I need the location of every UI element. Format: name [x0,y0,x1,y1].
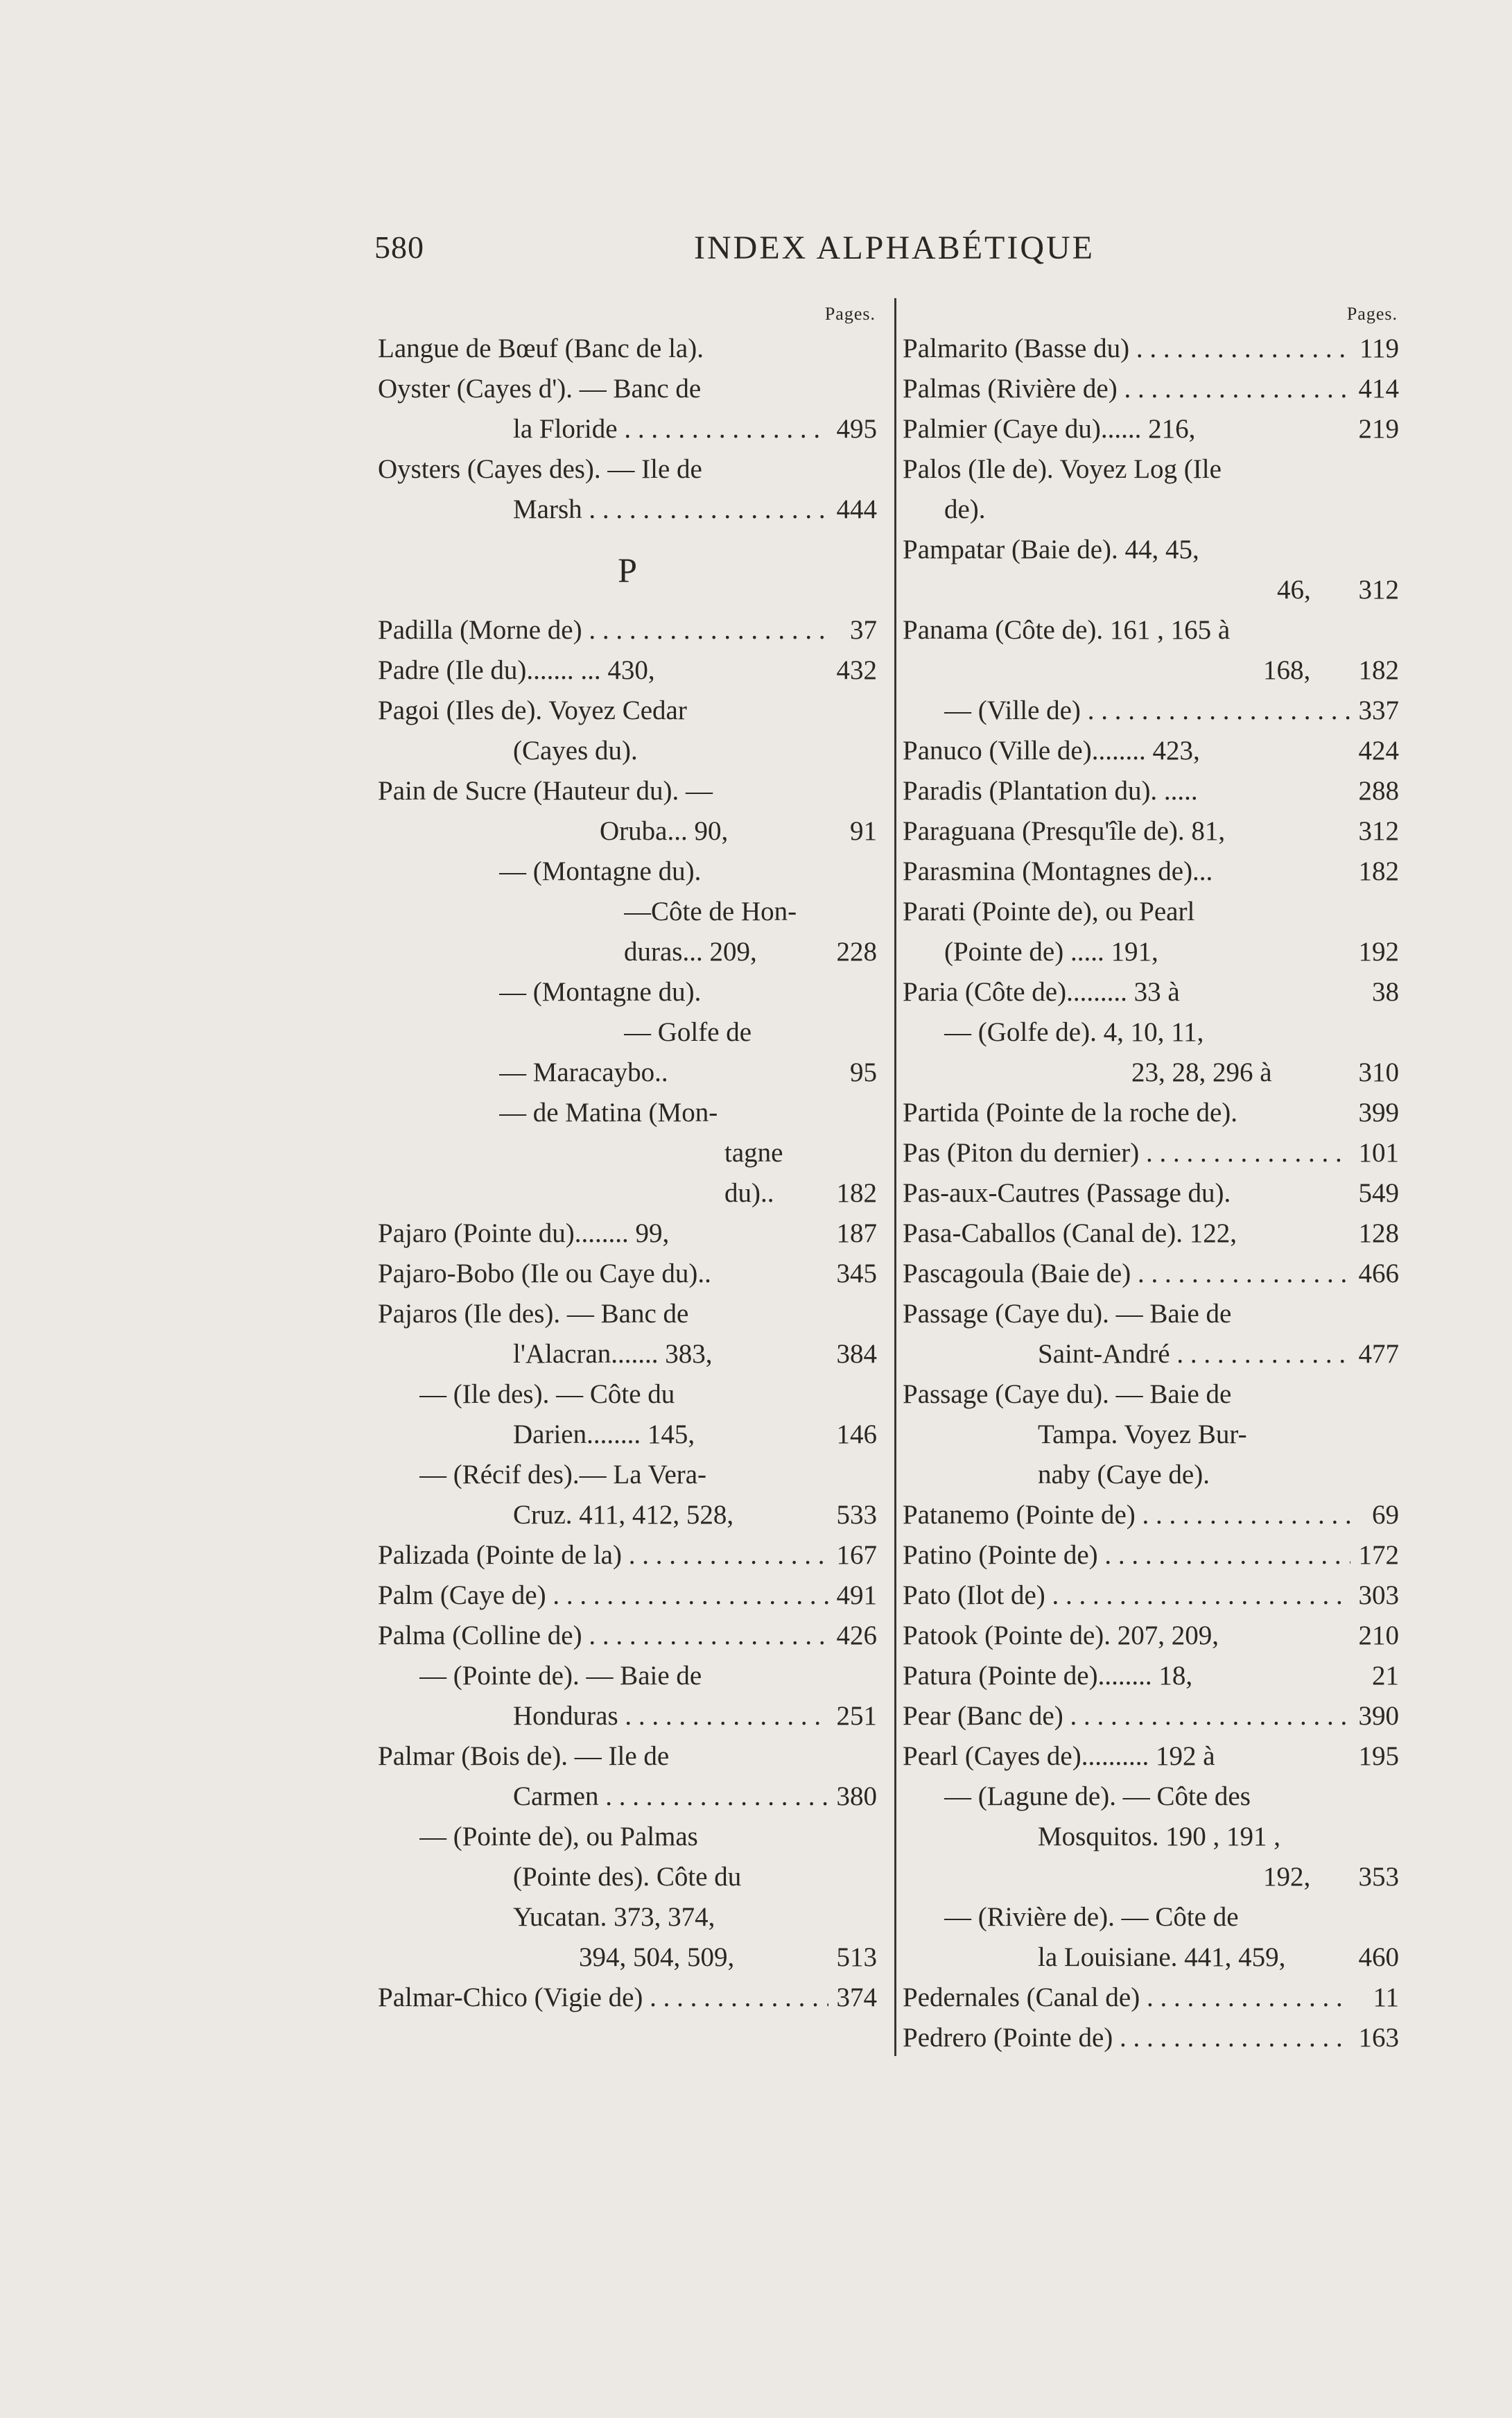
index-entry [903,1897,1399,1937]
index-entry [378,852,877,892]
entry-text: — (Ile des). — Côte du [419,1379,675,1409]
entry-text: Palmier (Caye du)...... 216, [903,414,1196,444]
entry-page-number: 312 [1355,570,1400,610]
entry-page-number: 310 [1355,1053,1400,1093]
index-entry [378,1173,877,1214]
index-entry [903,1093,1399,1133]
entry-text: — de Matina (Mon- [499,1098,718,1128]
entry-page-number: 444 [833,490,878,530]
entry-page-number: 69 [1368,1495,1399,1535]
entry-text: Pear (Banc de) . . . [903,1696,1350,1736]
entry-text: — (Pointe de). — Baie de [419,1661,702,1691]
entry-page-number: 146 [833,1415,878,1455]
entry-text: (Pointe des). Côte du [513,1862,742,1892]
entry-text: Parasmina (Montagnes de)... [903,856,1213,886]
index-entry [378,1133,877,1173]
entry-page-number: 219 [1355,409,1400,449]
index-entry [378,972,877,1012]
entry-page-number: 353 [1355,1857,1400,1897]
entry-text: Cruz. 411, 412, 528, [513,1500,734,1530]
entry-page-number: 21 [1368,1656,1399,1696]
index-entry [903,811,1399,852]
entry-text: Honduras . . . [513,1696,828,1736]
entry-text: Pascagoula (Baie de) . . . [903,1254,1350,1294]
entry-text: naby (Caye de). [1038,1460,1210,1489]
entry-text: (Pointe de) ..... 191, [944,937,1158,967]
index-entry [378,409,877,449]
index-entry [903,1777,1399,1817]
entry-text: Parati (Pointe de), ou Pearl [903,897,1195,926]
entry-text: Panuco (Ville de)........ 423, [903,736,1200,766]
index-entry [903,892,1399,932]
entry-text: — Golfe de [624,1017,752,1047]
entry-page-number: 390 [1355,1696,1400,1736]
index-entry [903,409,1399,449]
entry-text: Darien........ 145, [513,1419,695,1449]
entry-text: Palos (Ile de). Voyez Log (Ile [903,454,1222,484]
entry-page-number: 549 [1355,1173,1400,1214]
index-entry [903,1374,1399,1415]
index-entry [903,1133,1399,1173]
entry-text: 168, [1263,655,1311,685]
entry-text: — (Montagne du). [499,977,702,1007]
index-entry [903,731,1399,771]
entry-text: Padilla (Morne de) . . . [378,610,828,650]
entry-text: Carmen . . . [513,1777,828,1817]
entry-text: Oysters (Cayes des). — Ile de [378,454,702,484]
entry-text: Passage (Caye du). — Baie de [903,1379,1232,1409]
entry-text: Oyster (Cayes d'). — Banc de [378,374,702,404]
entry-page-number: 380 [833,1777,878,1817]
index-entry [378,1616,877,1656]
entry-text: Partida (Pointe de la roche de). [903,1098,1237,1128]
entry-text: Pajaro (Pointe du)........ 99, [378,1218,670,1248]
entry-text: Paradis (Plantation du). ..... [903,776,1198,806]
entry-page-number: 210 [1355,1616,1400,1656]
entry-text: Marsh . . . [513,490,828,530]
index-entry [903,1294,1399,1334]
entry-text: Palmar (Bois de). — Ile de [378,1741,670,1771]
index-entry [903,1415,1399,1455]
entry-text: Patook (Pointe de). 207, 209, [903,1621,1219,1650]
entry-page-number: 228 [833,932,878,972]
entry-text: Palmarito (Basse du) . . . [903,329,1350,369]
entry-page-number: 192 [1355,932,1400,972]
entry-page-number: 172 [1355,1535,1400,1575]
entry-text: Pasa-Caballos (Canal de). 122, [903,1218,1237,1248]
index-entry [378,1455,877,1495]
index-entry [378,932,877,972]
index-entry [378,1334,877,1374]
entry-page-number: 182 [1355,650,1400,691]
entry-page-number: 11 [1368,1978,1399,2018]
entry-text: — (Montagne du). [499,856,702,886]
index-entry [378,1012,877,1053]
entry-text: 46, [1277,575,1311,605]
index-entry [378,1535,877,1575]
index-entry [378,1937,877,1978]
entry-text: Pampatar (Baie de). 44, 45, [903,535,1199,564]
entry-text: Padre (Ile du)....... ... 430, [378,655,655,685]
entry-page-number: 288 [1355,771,1400,811]
index-entry [378,1214,877,1254]
entry-page-number: 495 [833,409,878,449]
entry-text: Yucatan. 373, 374, [513,1902,715,1932]
entry-page-number: 163 [1355,2018,1400,2058]
entry-text: (Cayes du). [513,736,638,766]
index-entry [903,852,1399,892]
index-entry [903,1012,1399,1053]
index-entry [903,1656,1399,1696]
index-entry [378,1736,877,1777]
index-column-right [903,300,1399,2058]
entry-text: Panama (Côte de). 161 , 165 à [903,615,1231,645]
entry-text: Pain de Sucre (Hauteur du). — [378,776,713,806]
entry-text: Palm (Caye de) . . . [378,1575,828,1616]
pages-label: Pages. [824,304,876,324]
entry-text: 394, 504, 509, [579,1942,735,1972]
entry-text: —Côte de Hon- [624,897,797,926]
index-entry [903,1334,1399,1374]
entry-text: Pagoi (Iles de). Voyez Cedar [378,696,687,725]
entry-page-number: 195 [1355,1736,1400,1777]
entry-text: Palmas (Rivière de) . . . [903,369,1350,409]
entry-text: 23, 28, 296 à [1131,1057,1272,1087]
entry-page-number: 251 [833,1696,878,1736]
index-entry [378,650,877,691]
entry-text: Paria (Côte de)......... 33 à [903,977,1180,1007]
entry-page-number: 466 [1355,1254,1400,1294]
entry-text: Pajaro-Bobo (Ile ou Caye du).. [378,1259,711,1288]
entry-page-number: 533 [833,1495,878,1535]
entry-text: Pedrero (Pointe de) . . . [903,2018,1350,2058]
entry-text: de). [944,494,986,524]
entry-page-number: 414 [1355,369,1400,409]
entry-page-number: 167 [833,1535,878,1575]
entry-text: Mosquitos. 190 , 191 , [1038,1822,1280,1851]
entry-page-number: 182 [833,1173,878,1214]
index-entry [378,1495,877,1535]
entry-page-number: 477 [1355,1334,1400,1374]
index-entry [903,972,1399,1012]
entry-page-number: 513 [833,1937,878,1978]
entry-text: Paraguana (Presqu'île de). 81, [903,816,1226,846]
index-entry [903,1535,1399,1575]
index-entry [903,1455,1399,1495]
entry-page-number: 303 [1355,1575,1400,1616]
entry-text: Pedernales (Canal de) . . . [903,1978,1350,2018]
index-entry [378,892,877,932]
entry-text: la Louisiane. 441, 459, [1038,1942,1286,1972]
index-entry [903,1937,1399,1978]
index-entry [903,1736,1399,1777]
index-entry [378,1857,877,1897]
index-entry [903,1817,1399,1857]
index-entry [903,691,1399,731]
entry-page-number: 426 [833,1616,878,1656]
index-entry [903,1857,1399,1897]
entry-text: — (Ville de) . . . [944,691,1350,731]
entry-text: 192, [1263,1862,1311,1892]
entry-page-number: 128 [1355,1214,1400,1254]
column-divider [894,298,896,2056]
index-entry [903,530,1399,570]
entry-text: l'Alacran....... 383, [513,1339,713,1369]
entry-text: la Floride . . . [513,409,828,449]
entry-page-number: 91 [846,811,877,852]
entry-page-number: 345 [833,1254,878,1294]
entry-text: — (Récif des).— La Vera- [419,1460,707,1489]
index-entry [378,329,877,369]
index-entry [903,771,1399,811]
entry-text: Pas (Piton du dernier) . . . [903,1133,1350,1173]
entry-text: tagne [724,1138,783,1168]
entry-text: du).. [724,1178,774,1208]
entry-text: Oruba... 90, [600,816,729,846]
index-entry [378,1817,877,1857]
index-entry [378,1777,877,1817]
index-entry [903,490,1399,530]
index-entry [378,1897,877,1937]
entry-text: Palma (Colline de) . . . [378,1616,828,1656]
pages-label: Pages. [1346,304,1398,324]
index-entry [903,1495,1399,1535]
index-entry [903,449,1399,490]
index-entry [903,932,1399,972]
entry-page-number: 37 [846,610,877,650]
index-entry [903,2018,1399,2058]
entry-page-number: 460 [1355,1937,1400,1978]
entry-text: — (Lagune de). — Côte des [944,1781,1251,1811]
index-entry [903,369,1399,409]
index-entry [378,1294,877,1334]
index-entry [378,1978,877,2018]
entry-page-number: 187 [833,1214,878,1254]
entry-text: — (Pointe de), ou Palmas [419,1822,698,1851]
index-entry [378,1575,877,1616]
entry-text: — (Golfe de). 4, 10, 11, [944,1017,1204,1047]
entry-page-number: 384 [833,1334,878,1374]
index-entry [903,1053,1399,1093]
entry-text: Palizada (Pointe de la) . . . [378,1535,828,1575]
index-entry [903,570,1399,610]
entry-text: Pato (Ilot de) . . . [903,1575,1350,1616]
entry-page-number: 38 [1368,972,1399,1012]
entry-text: Saint-André . . . [1038,1334,1350,1374]
page-number: 580 [374,230,424,265]
index-entry [378,811,877,852]
index-entry [903,1214,1399,1254]
entry-text: — Maracaybo.. [499,1057,668,1087]
index-entry [378,1656,877,1696]
index-entry [378,369,877,409]
entry-page-number: 374 [833,1978,878,2018]
entry-text: Pas-aux-Cautres (Passage du). [903,1178,1231,1208]
entry-page-number: 119 [1355,329,1399,369]
index-entry [378,1415,877,1455]
index-entry [378,1093,877,1133]
index-entry [903,1696,1399,1736]
index-entry [378,1696,877,1736]
entry-text: Tampa. Voyez Bur- [1038,1419,1247,1449]
index-entry [903,1254,1399,1294]
index-entry [378,1254,877,1294]
entry-text: Patino (Pointe de) . . . [903,1535,1350,1575]
entry-page-number: 399 [1355,1093,1400,1133]
section-letter: P [618,551,637,589]
page-title: INDEX ALPHABÉTIQUE [694,230,1095,266]
index-entry [378,731,877,771]
entry-text: duras... 209, [624,937,757,967]
entry-text: Pajaros (Ile des). — Banc de [378,1299,689,1329]
index-entry [903,329,1399,369]
entry-page-number: 182 [1355,852,1400,892]
index-entry [378,771,877,811]
entry-page-number: 491 [833,1575,878,1616]
index-entry [378,610,877,650]
index-entry [378,691,877,731]
entry-page-number: 432 [833,650,878,691]
index-entry [378,449,877,490]
entry-text: Patanemo (Pointe de) . . . [903,1495,1350,1535]
index-entry [903,1978,1399,2018]
entry-page-number: 95 [846,1053,877,1093]
index-entry [903,1616,1399,1656]
entry-text: Langue de Bœuf (Banc de la). [378,334,704,363]
index-entry [903,1575,1399,1616]
entry-page-number: 424 [1355,731,1400,771]
entry-text: Patura (Pointe de)........ 18, [903,1661,1193,1691]
entry-page-number: 101 [1355,1133,1400,1173]
entry-text: Palmar-Chico (Vigie de) . . . [378,1978,828,2018]
entry-text: — (Rivière de). — Côte de [944,1902,1239,1932]
index-entry [378,1053,877,1093]
index-entry [903,1173,1399,1214]
index-entry [378,1374,877,1415]
running-head [374,229,1414,284]
entry-text: Pearl (Cayes de).......... 192 à [903,1741,1215,1771]
entry-page-number: 312 [1355,811,1400,852]
index-column-left [378,300,877,2018]
entry-page-number: 337 [1355,691,1400,731]
index-entry [903,610,1399,650]
entry-text: Passage (Caye du). — Baie de [903,1299,1232,1329]
index-entry [903,650,1399,691]
index-entry [378,490,877,530]
